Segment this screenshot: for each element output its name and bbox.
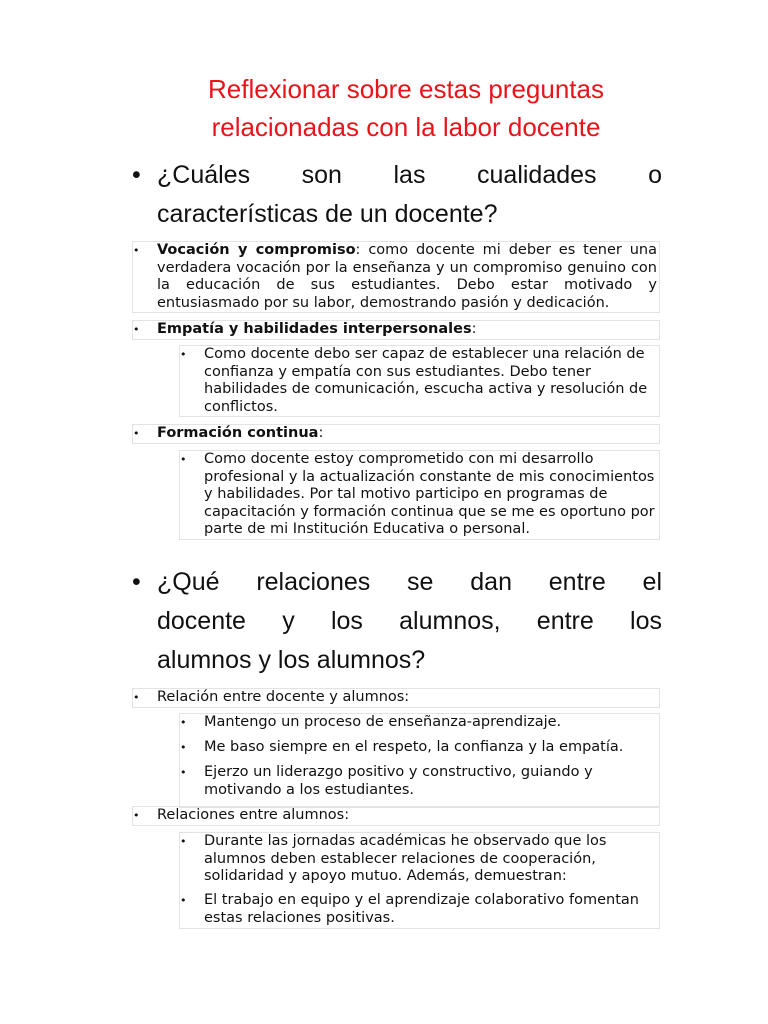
list-bullet: • (180, 835, 187, 848)
question-1 (132, 156, 662, 234)
sub-item-text: Durante las jornadas académicas he observado que los alumnos deben establecer relaciones de cooperación, solidaridad y apoyo mutuo. Además, demuestran: (204, 833, 607, 884)
list-item-relacion-docente (132, 688, 660, 708)
question-2-line-2: docente y los alumnos, entre los (157, 607, 662, 635)
sub-item (180, 714, 659, 732)
sub-list-relacion-docente (179, 713, 660, 808)
sub-item-text: Ejerzo un liderazgo positivo y constructivo, guiando y motivando a los estudiantes. (204, 764, 593, 798)
list-bullet: • (133, 244, 140, 257)
sub-item-text: Me baso siempre en el respeto, la confianza y la empatía. (204, 739, 624, 755)
question-bullet: • (132, 161, 141, 189)
item-text: Relaciones entre alumnos: (157, 807, 350, 823)
title-line-2: relacionadas con la labor docente (211, 112, 601, 142)
sub-item-text: Como docente debo ser capaz de establecer una relación de confianza y empatía con sus estudiantes. Debo tener habilidades de comunicación, escucha activa y resolución de conflictos. (204, 346, 648, 415)
sub-item-formacion (179, 450, 660, 540)
sub-item-empatia (179, 345, 660, 417)
list-bullet: • (180, 453, 187, 466)
sub-item-text: Mantengo un proceso de enseñanza-aprendizaje. (204, 714, 562, 730)
list-item-relaciones-alumnos (132, 806, 660, 826)
list-bullet: • (180, 766, 187, 779)
item-heading: Empatía y habilidades interpersonales (157, 321, 472, 337)
item-text: : (318, 425, 324, 441)
sub-item (180, 892, 659, 927)
list-bullet: • (133, 323, 140, 336)
list-item-vocacion (132, 241, 660, 313)
title-line-1: Reflexionar sobre estas preguntas (207, 74, 604, 104)
item-heading: Vocación y compromiso (157, 242, 356, 258)
item-text: : como docente mi deber es tener una verdadera vocación por la enseñanza y un compromiso genuino con la educación de sus estudiantes. Debo estar motivado y entusiasmado por su labor, demostrando pasión y dedicación. (157, 242, 657, 311)
list-bullet: • (180, 348, 187, 361)
item-text: : (471, 321, 477, 337)
item-heading: Formación continua (157, 425, 319, 441)
question-2-line-1: ¿Qué relaciones se dan entre el (157, 568, 662, 596)
sub-item-text: Como docente estoy comprometido con mi desarrollo profesional y la actualización constante de mis conocimientos y habilidades. Por tal motivo participo en programas de capacitación y formación continua que se me es oportuno por parte de mi Institución Educativa o personal. (204, 451, 655, 537)
item-text: Relación entre docente y alumnos: (157, 689, 410, 705)
sub-item (180, 739, 659, 757)
question-1-line-2: características de un docente? (157, 200, 498, 228)
question-2-line-3: alumnos y los alumnos? (157, 646, 426, 674)
list-item-empatia (132, 320, 660, 340)
list-item-formacion (132, 424, 660, 444)
question-bullet: • (132, 568, 141, 596)
list-bullet: • (133, 809, 140, 822)
sub-item (180, 833, 659, 886)
list-bullet: • (133, 427, 140, 440)
list-bullet: • (180, 716, 187, 729)
list-bullet: • (133, 691, 140, 704)
question-1-line-1: ¿Cuáles son las cualidades o (157, 161, 662, 189)
sub-list-relaciones-alumnos (179, 832, 660, 929)
question-2 (132, 563, 662, 680)
page-title (100, 70, 712, 146)
list-bullet: • (180, 741, 187, 754)
sub-item-text: El trabajo en equipo y el aprendizaje colaborativo fomentan estas relaciones positivas. (204, 892, 639, 926)
list-bullet: • (180, 894, 187, 907)
sub-item (180, 764, 659, 799)
